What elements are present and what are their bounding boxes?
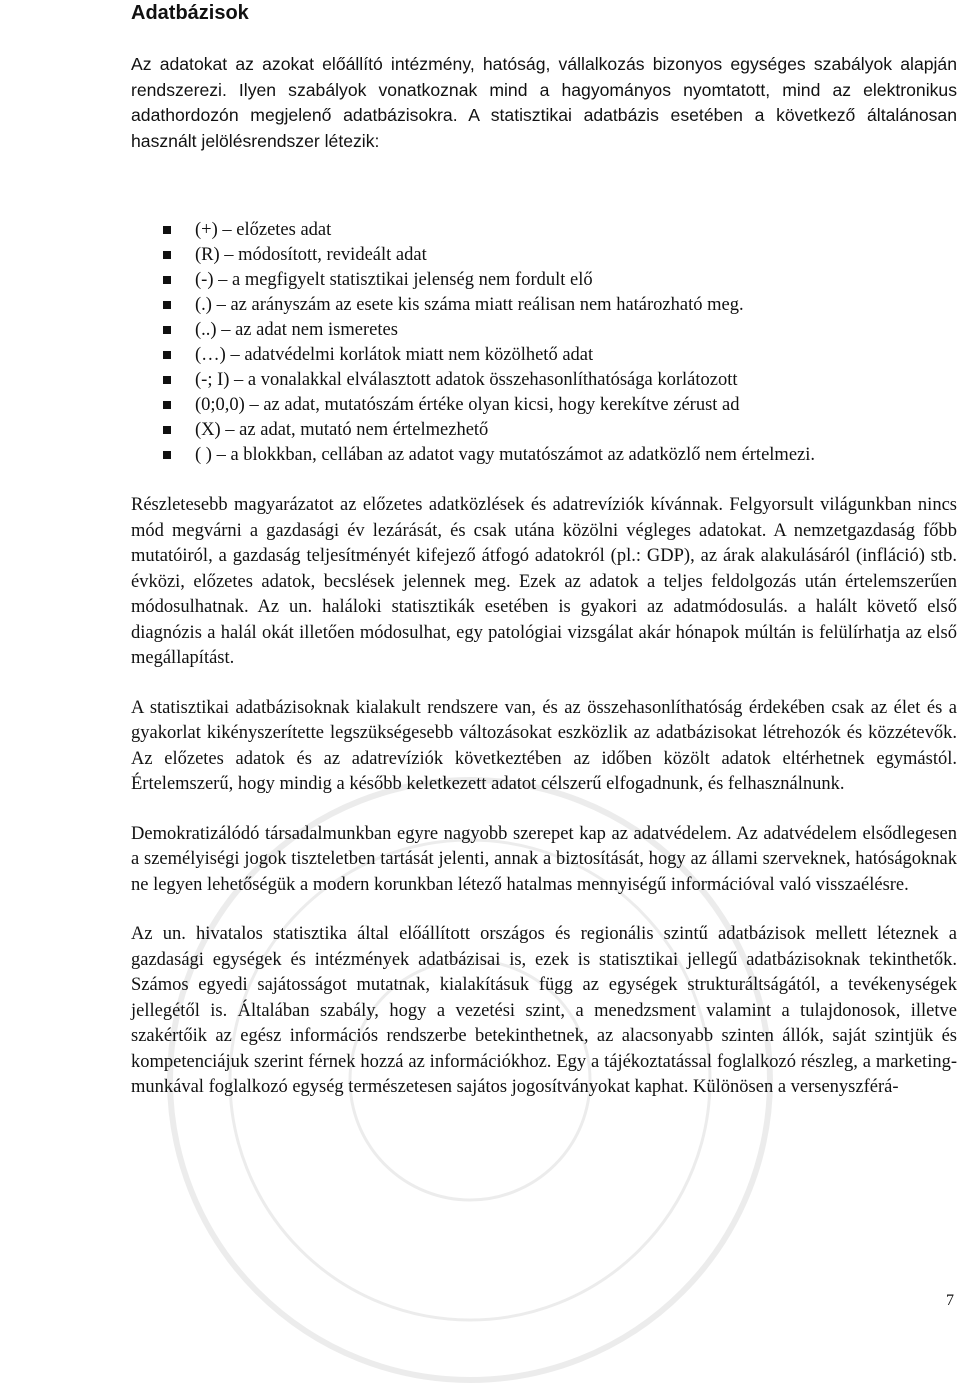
intro-paragraph: Az adatokat az azokat előállító intézmény, hatóság, vállalkozás bizonyos egységes szabályok alapján rendszerezi. Ilyen szabályok vonatkoznak mind a hagyományos nyomtatott, mind az elektronikus adathordozón megjelenő adatbázisokra. A statisztikai adatbázis esetében a következő általánosan használt jelölésrendszer létezik: [131,54,957,151]
notation-item: (-; I) – a vonalakkal elválasztott adatok összehasonlíthatósága korlátozott [131,368,957,393]
notation-item: ( ) – a blokkban, cellában az adatot vagy mutatószámot az adatközlő nem értelmezi. [131,443,957,468]
square-bullet-icon [163,376,171,384]
square-bullet-icon [163,226,171,234]
notation-item: (R) – módosított, revideált adat [131,243,957,268]
notation-item: (+) – előzetes adat [131,218,957,243]
page-number: 7 [946,1292,954,1309]
square-bullet-icon [163,251,171,259]
section-heading: Adatbázisok [131,2,249,24]
notation-item: (X) – az adat, mutató nem értelmezhető [131,418,957,443]
notation-item: (.) – az arányszám az esete kis száma miatt reálisan nem határozható meg. [131,293,957,318]
square-bullet-icon [163,276,171,284]
notation-item: (-) – a megfigyelt statisztikai jelenség nem fordult elő [131,268,957,293]
document-page [131,0,957,1101]
square-bullet-icon [163,351,171,359]
square-bullet-icon [163,426,171,434]
square-bullet-icon [163,451,171,459]
body-paragraph: Demokratizálódó társadalmunkban egyre nagyobb szerepet kap az adatvédelem. Az adatvédelem elsődlegesen a személyiségi jogok tiszteletben tartását jelenti, annak a biztosítását, hogy az állami szerveknek, hatóságoknak ne legyen lehetőségük a modern korunkban létező hatalmas mennyiségű információval való visszaélésre. [131,823,957,895]
body-paragraph: Részletesebb magyarázatot az előzetes adatközlések és adatrevíziók kívánnak. Felgyorsult világunkban nincs mód megvárni a gazdasági év lezárását, és csak utána közölni végleges adatokat. A nemzetgazdaság főbb mutatóiról, a gazdaság teljesítményét kifejező átfogó adatokról (pl.: GDP), az árak alakulásáról (infláció) stb. évközi, előzetes adatok, becslések jelennek meg. Ezek az adatok a teljes feldolgozás után értelemszerűen módosulhatnak. Az un. haláloki statisztikák esetében is gyakori az adatmódosulás. a halált követő első diagnózis a halál okát illetően módosulhat, egy patológiai vizsgálat akár hónapok múltán is felülírhatja az első megállapítást. [131,495,957,668]
body-paragraph: Az un. hivatalos statisztika által előállított országos és regionális szintű adatbázisok mellett léteznek a gazdasági egységek és intézmények adatbázisai is, ezek is statisztikai jellegű adatbázisoknak tekinthetők. Számos egyedi sajátosságot mutatnak, kialakításuk függ az egységek strukturáltságától, a tevékenységek jellegétől is. Általában szabály, hogy a vezetési szint, a menedzsment valamint a tulajdonosok, illetve szakértőik az egész információs rendszerbe betekinthetnek, az alacsonyabb szinten állók, saját szintjük és kompetenciájuk szerint férnek hozzá az információkhoz. Egy a tájékoztatással foglalkozó részleg, a marketing- munkával foglalkozó egység természetesen sajátos jogosítványokat kaphat. Különösen a versenyszférá- [131,924,957,1097]
notation-item: (0;0,0) – az adat, mutatószám értéke olyan kicsi, hogy kerekítve zérust ad [131,393,957,418]
notation-item: (…) – adatvédelmi korlátok miatt nem közölhető adat [131,343,957,368]
notation-list [131,218,957,468]
notation-item: (..) – az adat nem ismeretes [131,318,957,343]
square-bullet-icon [163,301,171,309]
square-bullet-icon [163,401,171,409]
body-paragraph: A statisztikai adatbázisoknak kialakult rendszere van, és az összehasonlíthatóság érdekében csak az élet és a gyakorlat kikényszerítette legszükségesebb változásokat eszközlik az adatbázisokat létrehozók és közzétevők. Az előzetes adatok és az adatrevíziók következtében az időben közölt adatok eltérhetnek egymástól. Értelemszerű, hogy mindig a később keletkezett adatot célszerű elfogadnunk, és felhasználnunk. [131,697,957,794]
square-bullet-icon [163,326,171,334]
